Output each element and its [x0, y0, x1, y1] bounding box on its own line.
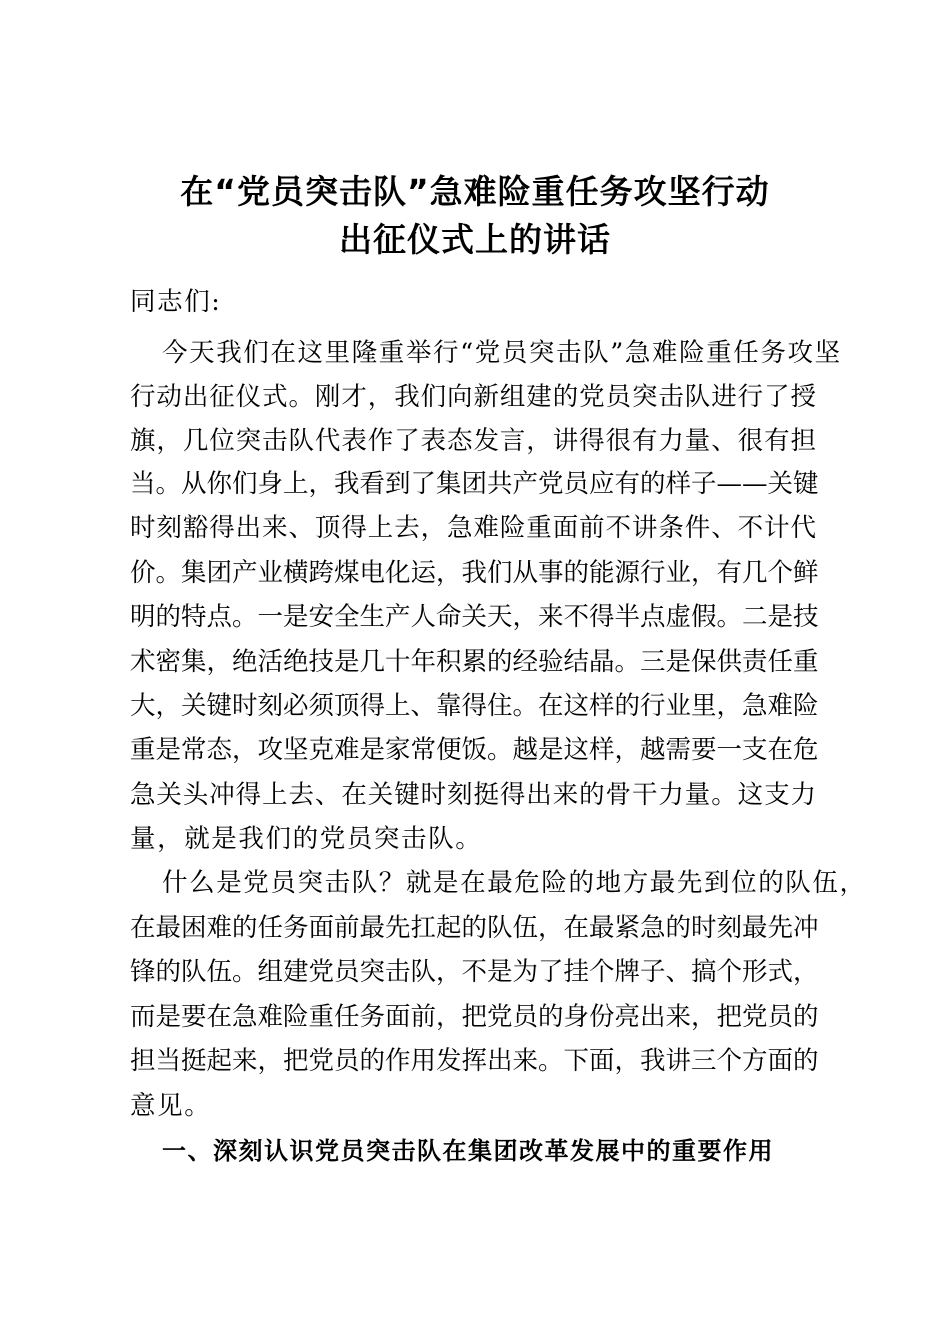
body-line: 锋的队伍。组建党员突击队，不是为了挂个牌子、搞个形式， [130, 957, 819, 987]
body-line: 术密集，绝活绝技是几十年积累的经验结晶。三是保供责任重 [130, 647, 819, 677]
body-line: 重是常态，攻坚克难是家常便饭。越是这样，越需要一支在危 [130, 735, 819, 765]
body-line: 量，就是我们的党员突击队。 [130, 824, 483, 854]
document-title-line-1: 在“党员突击队”急难险重任务攻坚行动 [180, 172, 770, 211]
body-line: 意见。 [130, 1091, 212, 1121]
body-line: 担当挺起来，把党员的作用发挥出来。下面，我讲三个方面的 [130, 1046, 819, 1076]
section-heading: 一、深刻认识党员突击队在集团改革发展中的重要作用 [162, 1137, 774, 1165]
body-line: 在最困难的任务面前最先扛起的队伍，在最紧急的时刻最先冲 [130, 913, 819, 943]
body-line: 而是要在急难险重任务面前，把党员的身份亮出来，把党员的 [130, 1002, 819, 1032]
body-line: 行动出征仪式。刚才，我们向新组建的党员突击队进行了授 [130, 382, 816, 412]
body-line: 明的特点。一是安全生产人命关天，来不得半点虚假。二是技 [130, 602, 819, 632]
body-line: 旗，几位突击队代表作了表态发言，讲得很有力量、很有担 [130, 426, 816, 456]
body-line: 时刻豁得出来、顶得上去，急难险重面前不讲条件、不计代 [130, 513, 816, 543]
body-line: 大，关键时刻必须顶得上、靠得住。在这样的行业里，急难险 [130, 691, 819, 721]
body-line: 什么是党员突击队？就是在最危险的地方最先到位的队伍， [162, 868, 867, 898]
body-line: 价。集团产业横跨煤电化运，我们从事的能源行业，有几个鲜 [130, 558, 819, 588]
body-line: 当。从你们身上，我看到了集团共产党员应有的样子——关键 [130, 469, 819, 499]
document-title-line-2: 出征仪式上的讲话 [339, 220, 611, 259]
body-line: 今天我们在这里隆重举行“党员突击队”急难险重任务攻坚 [162, 338, 842, 368]
body-line: 急关头冲得上去、在关键时刻挺得出来的骨干力量。这支力 [130, 780, 816, 810]
salutation: 同志们: [130, 287, 222, 317]
